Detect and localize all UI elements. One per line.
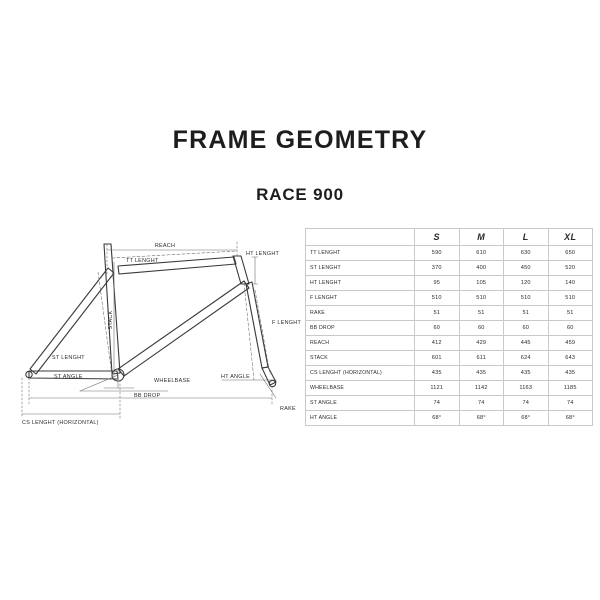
table-row <box>306 246 593 261</box>
cell-value: 51 <box>459 306 504 321</box>
page-title: FRAME GEOMETRY <box>172 126 428 154</box>
cell-value: 450 <box>504 261 549 276</box>
row-label: RAKE <box>306 306 415 321</box>
label-cs-lenght-horizontal: CS LENGHT (HORIZONTAL) <box>22 420 99 426</box>
cell-value: 51 <box>415 306 460 321</box>
table-row <box>306 291 593 306</box>
table-row <box>306 261 593 276</box>
cell-value: 60 <box>459 321 504 336</box>
column-header-xl: XL <box>548 229 593 246</box>
cell-value: 400 <box>459 261 504 276</box>
cell-value: 429 <box>459 336 504 351</box>
table-row <box>306 411 593 426</box>
label-f-lenght: F LENGHT <box>272 320 302 326</box>
cell-value: 611 <box>459 351 504 366</box>
cell-value: 459 <box>548 336 593 351</box>
bb-drop-line <box>104 375 134 388</box>
label-rake: RAKE <box>280 406 296 412</box>
column-header-m: M <box>459 229 504 246</box>
row-label: WHEELBASE <box>306 381 415 396</box>
row-label: F LENGHT <box>306 291 415 306</box>
row-label: REACH <box>306 336 415 351</box>
cell-value: 68° <box>415 411 460 426</box>
column-header-s: S <box>415 229 460 246</box>
cell-value: 1121 <box>415 381 460 396</box>
cell-value: 74 <box>504 396 549 411</box>
cell-value: 370 <box>415 261 460 276</box>
cell-value: 520 <box>548 261 593 276</box>
column-header-l: L <box>504 229 549 246</box>
row-label: ST LENGHT <box>306 261 415 276</box>
cell-value: 120 <box>504 276 549 291</box>
label-tt-lenght: TT LENGHT <box>126 258 159 264</box>
label-ht-angle: HT ANGLE <box>221 374 250 380</box>
geometry-table <box>305 228 593 426</box>
row-label: CS LENGHT (HORIZONTAL) <box>306 366 415 381</box>
label-bb-drop: BB DROP <box>134 393 161 399</box>
cell-value: 140 <box>548 276 593 291</box>
cell-value: 510 <box>504 291 549 306</box>
table-row <box>306 381 593 396</box>
table-row <box>306 336 593 351</box>
cell-value: 624 <box>504 351 549 366</box>
cell-value: 68° <box>548 411 593 426</box>
cell-value: 60 <box>548 321 593 336</box>
table-row <box>306 321 593 336</box>
table-row <box>306 276 593 291</box>
cell-value: 445 <box>504 336 549 351</box>
row-label: HT ANGLE <box>306 411 415 426</box>
cell-value: 74 <box>459 396 504 411</box>
cell-value: 435 <box>504 366 549 381</box>
cell-value: 510 <box>459 291 504 306</box>
cell-value: 60 <box>504 321 549 336</box>
cell-value: 95 <box>415 276 460 291</box>
ht-length-line <box>252 257 258 284</box>
table-row <box>306 396 593 411</box>
cell-value: 51 <box>504 306 549 321</box>
label-st-lenght: ST LENGHT <box>52 355 85 361</box>
cell-value: 435 <box>548 366 593 381</box>
label-reach: REACH <box>154 243 176 249</box>
cell-value: 51 <box>548 306 593 321</box>
model-name: RACE 900 <box>256 185 344 204</box>
cell-value: 435 <box>459 366 504 381</box>
cell-value: 1185 <box>548 381 593 396</box>
row-label: ST ANGLE <box>306 396 415 411</box>
cell-value: 74 <box>548 396 593 411</box>
tt-length-line <box>112 251 237 258</box>
cell-value: 74 <box>415 396 460 411</box>
table-row <box>306 351 593 366</box>
st-angle-line <box>80 375 118 391</box>
row-label: STACK <box>306 351 415 366</box>
cell-value: 510 <box>548 291 593 306</box>
table-row <box>306 366 593 381</box>
cell-value: 68° <box>459 411 504 426</box>
cell-value: 601 <box>415 351 460 366</box>
label-wheelbase: WHEELBASE <box>154 378 191 384</box>
cell-value: 60 <box>415 321 460 336</box>
table-header-row <box>306 229 593 246</box>
cell-value: 643 <box>548 351 593 366</box>
cell-value: 105 <box>459 276 504 291</box>
down-tube-shape <box>118 281 249 376</box>
row-label: TT LENGHT <box>306 246 415 261</box>
cell-value: 590 <box>415 246 460 261</box>
row-label: BB DROP <box>306 321 415 336</box>
fork-shape <box>246 282 268 368</box>
f-length-line <box>255 290 270 374</box>
cell-value: 630 <box>504 246 549 261</box>
cell-value: 610 <box>459 246 504 261</box>
cell-value: 68° <box>504 411 549 426</box>
table-body <box>306 246 593 426</box>
label-st-angle: ST ANGLE <box>54 374 83 380</box>
cell-value: 510 <box>415 291 460 306</box>
label-ht-lenght: HT LENGHT <box>246 251 280 257</box>
cell-value: 435 <box>415 366 460 381</box>
label-stack: STACK <box>108 310 114 330</box>
table-row <box>306 306 593 321</box>
cell-value: 412 <box>415 336 460 351</box>
frame-geometry-diagram <box>8 228 308 438</box>
cell-value: 1142 <box>459 381 504 396</box>
seat-tube-shape <box>104 244 120 374</box>
row-label: HT LENGHT <box>306 276 415 291</box>
table-corner-cell <box>306 229 415 246</box>
cell-value: 1163 <box>504 381 549 396</box>
cell-value: 650 <box>548 246 593 261</box>
